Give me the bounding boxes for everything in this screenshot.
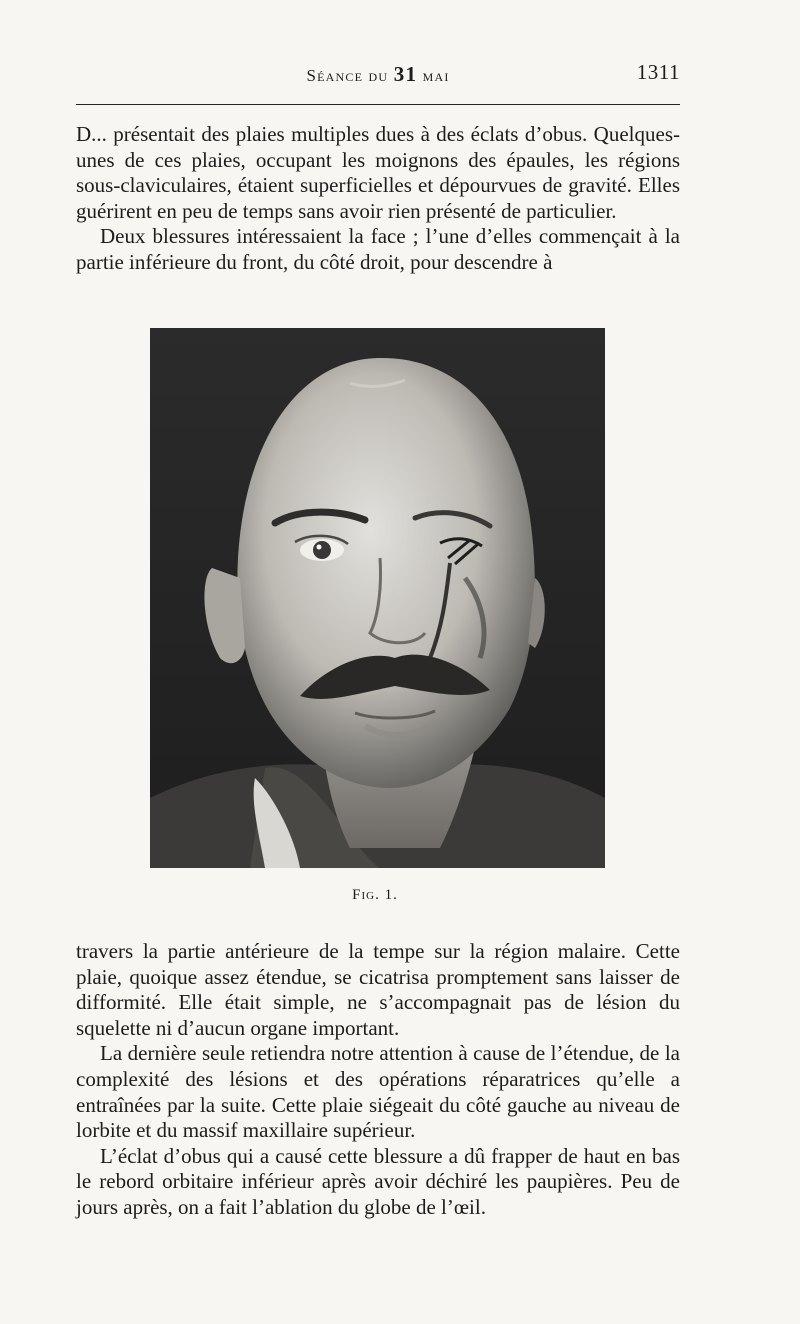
header-title-suffix: mai [417,66,450,85]
figure-photograph [150,328,605,868]
figure-caption: Fig. 1. [352,887,398,903]
page-number: 1311 [636,60,680,84]
header-title-prefix: Séance du [306,66,394,85]
text-block-bottom [76,939,680,1221]
header-title [76,62,680,87]
text-block-top [76,122,680,276]
paragraph: D... présentait des plaies multiples dues à des éclats d’obus. Quelques-unes de ces plaies, occupant les moignons des épaules, les régions sous-claviculaires, étaient superficielles et dépourvues de gravité. Elles guérirent en peu de temps sans avoir rien présenté de particulier. [76,122,680,223]
portrait-photograph [150,328,605,868]
header-rule [76,104,680,105]
paragraph: travers la partie antérieure de la tempe sur la région malaire. Cette plaie, quoique assez étendue, se cicatrisa promptement sans laisser de difformité. Elle était simple, ne s’accompagnait pas de lésion du squelette ni d’aucun organe important. [76,939,680,1040]
header-date-number: 31 [393,62,418,86]
paragraph: L’éclat d’obus qui a causé cette blessure a dû frapper de haut en bas le rebord orbitaire inférieur après avoir déchiré les paupières. Peu de jours après, on a fait l’ablation du globe de l’œil. [76,1143,680,1219]
paragraph: La dernière seule retiendra notre attention à cause de l’étendue, de la complexité des lésions et des opérations réparatrices qu’elle a entraînées par la suite. Cette plaie siégeait du côté gauche au niveau de lorbite et du massif maxillaire supérieur. [76,1041,680,1143]
paragraph: Deux blessures intéressaient la face ; l’une d’elles commençait à la partie inférieure du front, du côté droit, pour descendre à [76,224,680,274]
running-header [76,62,680,92]
